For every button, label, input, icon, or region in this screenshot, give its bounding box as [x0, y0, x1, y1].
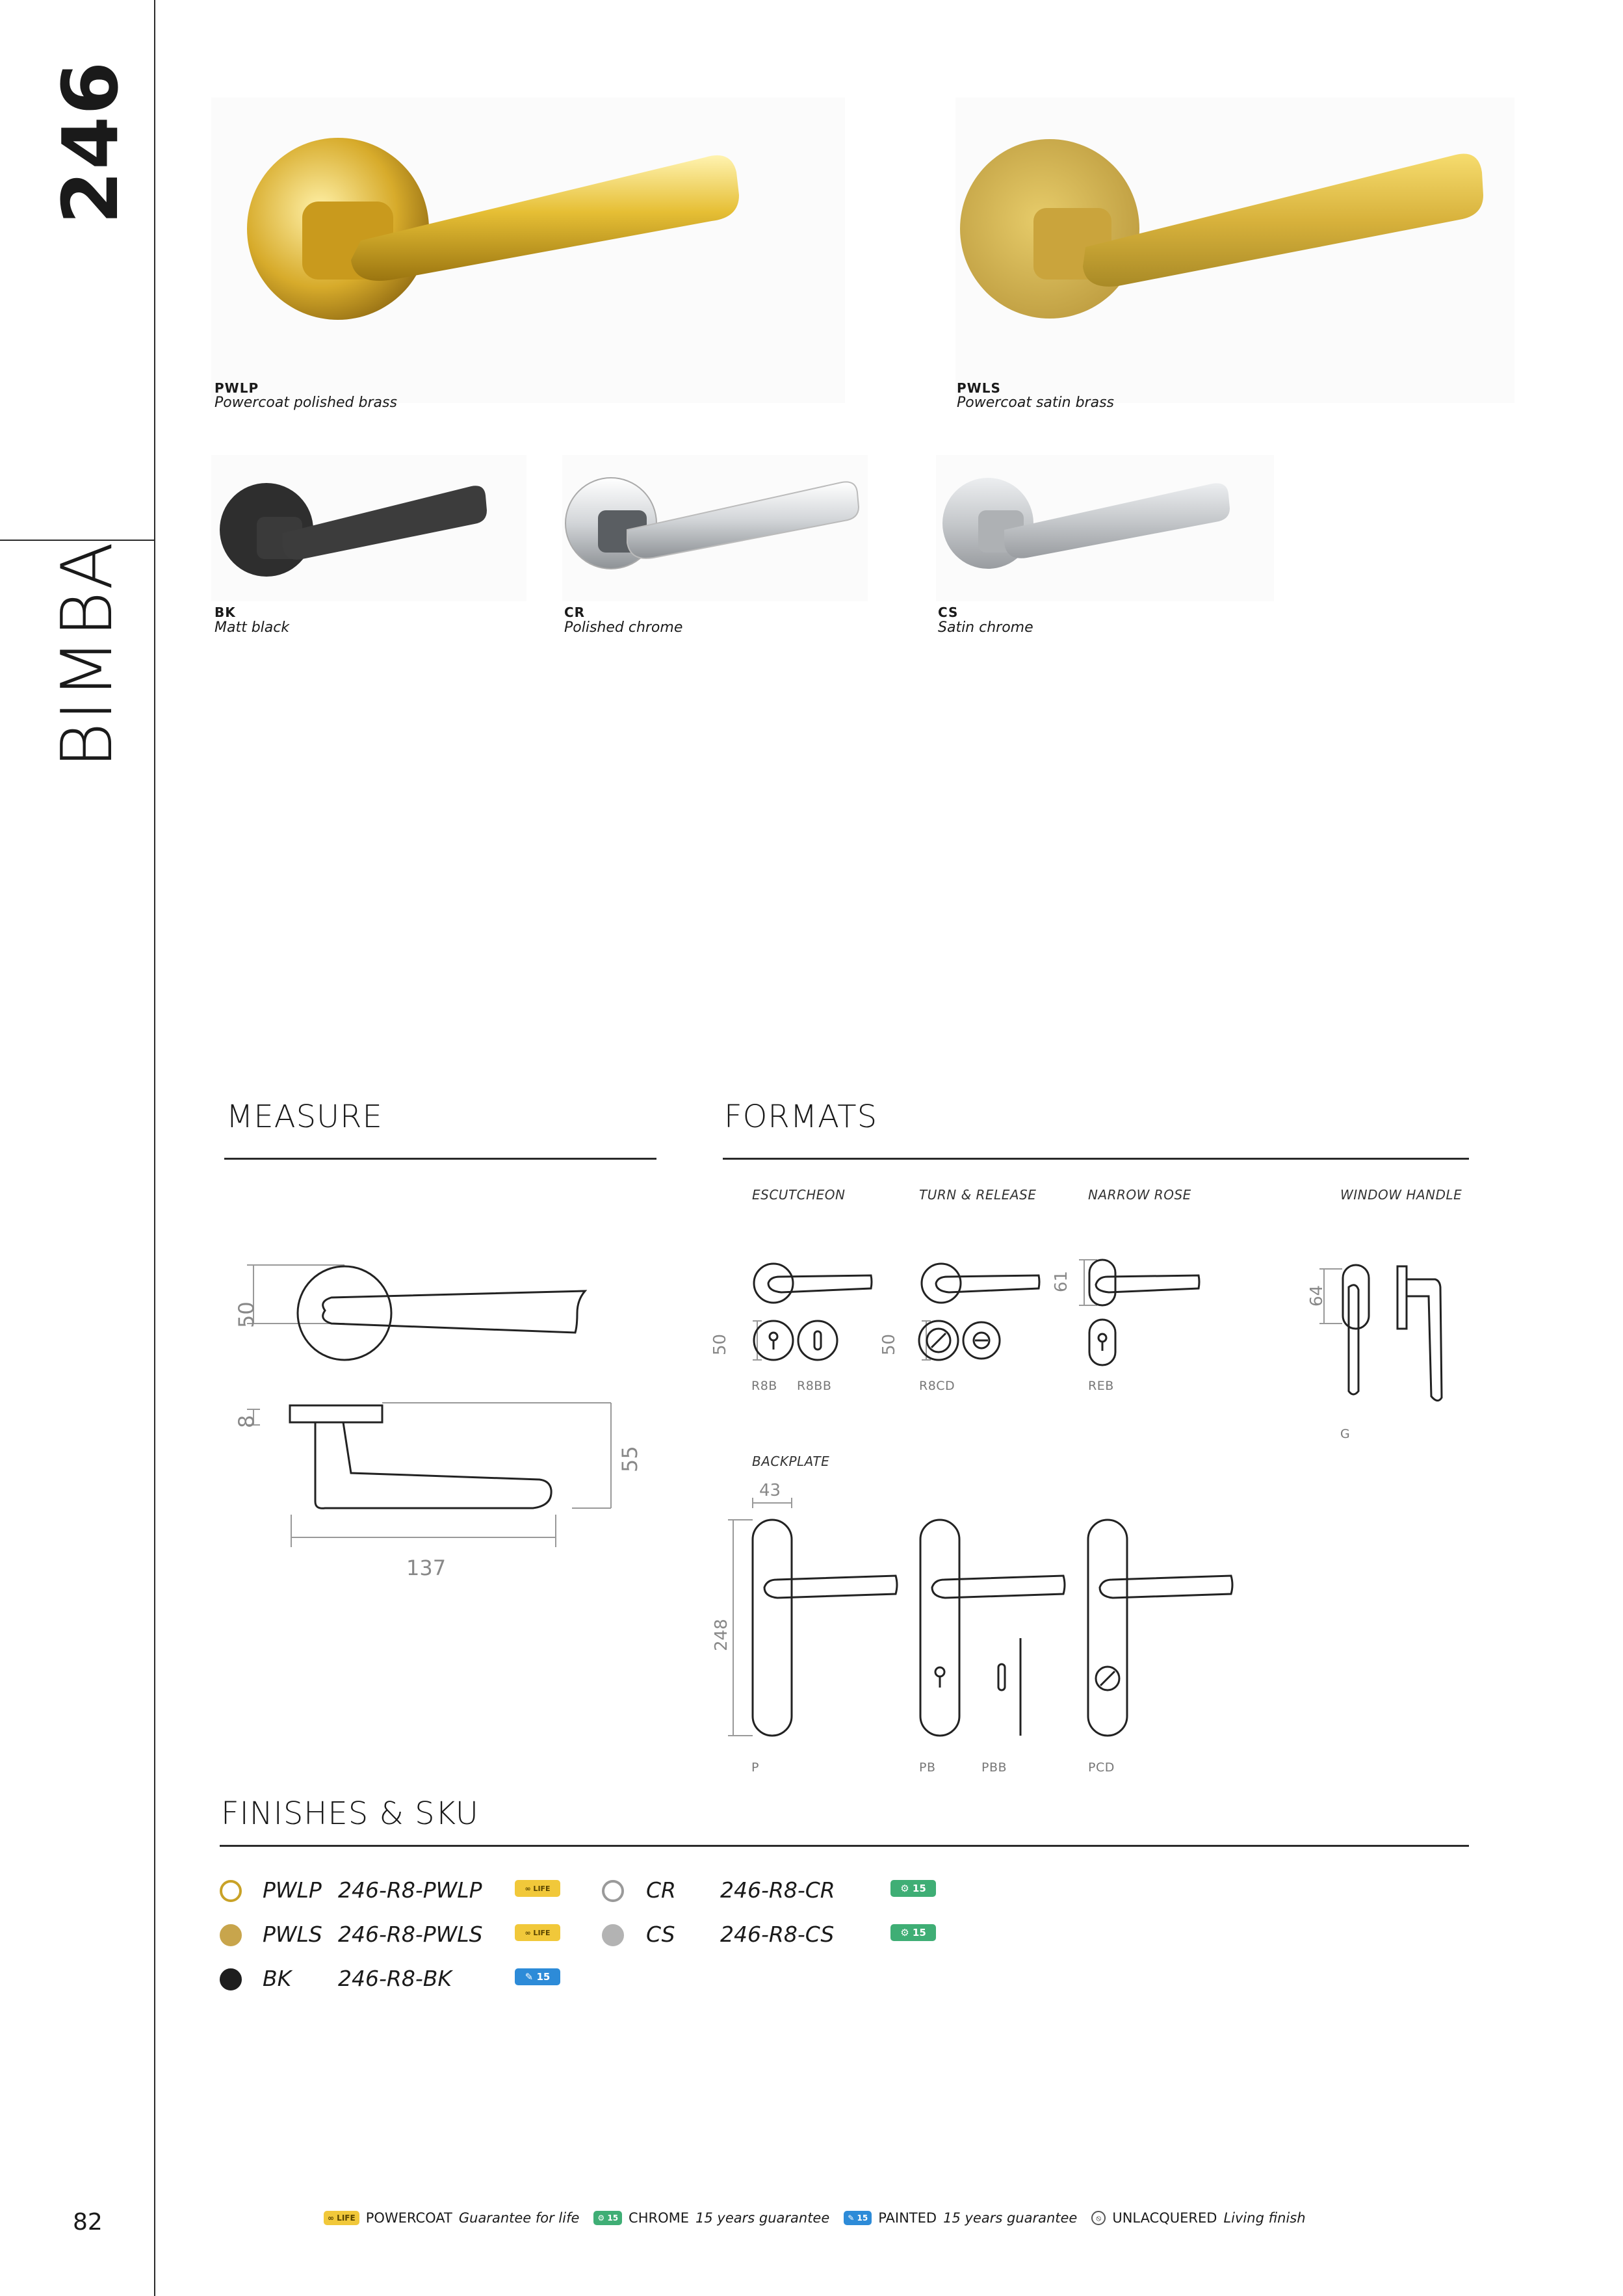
- format-code: REB: [1088, 1379, 1114, 1393]
- series-number: 246: [45, 60, 135, 224]
- finish-swatch: [220, 1924, 242, 1946]
- finish-code: CS: [646, 1922, 675, 1947]
- dimension-backplate-height: 248: [712, 1619, 731, 1651]
- finish-code: PWLS: [263, 1922, 322, 1947]
- finish-swatch: [602, 1924, 624, 1946]
- backplate-drawing: [715, 1476, 1254, 1742]
- guarantee-badge: ✎ 15: [515, 1968, 560, 1985]
- format-code: PBB: [981, 1760, 1007, 1775]
- series-name: BIMBA: [47, 540, 128, 768]
- formats-title: FORMATS: [724, 1099, 878, 1135]
- product-code: CR: [564, 605, 586, 620]
- dimension-projection: 55: [617, 1446, 642, 1472]
- legend-desc: Living finish: [1223, 2210, 1306, 2226]
- formats-rule: [723, 1158, 1469, 1160]
- product-photo-pwls: [955, 98, 1514, 403]
- finish-swatch: [220, 1880, 242, 1902]
- dimension-escutcheon: 50: [710, 1333, 730, 1355]
- legend-desc: 15 years guarantee: [943, 2210, 1078, 2226]
- chrome-badge: ⚙ 15: [593, 2211, 622, 2225]
- legend-desc: 15 years guarantee: [695, 2210, 830, 2226]
- page-number: 82: [73, 2209, 103, 2236]
- legend-name: CHROME: [629, 2210, 690, 2226]
- measure-rule: [224, 1158, 656, 1160]
- measure-drawing: [221, 1229, 663, 1593]
- dimension-backplate-width: 43: [759, 1481, 781, 1500]
- format-label-turn-release: TURN & RELEASE: [919, 1187, 1037, 1203]
- finish-code: PWLP: [263, 1877, 322, 1903]
- format-code: G: [1340, 1427, 1351, 1441]
- finish-sku: 246-R8-PWLS: [338, 1922, 483, 1947]
- dimension-rose-diameter: 50: [234, 1301, 259, 1328]
- format-label-escutcheon: ESCUTCHEON: [752, 1187, 846, 1203]
- unlacquered-icon: ⦸: [1091, 2211, 1106, 2225]
- finish-swatch: [220, 1968, 242, 1990]
- finish-swatch: [602, 1880, 624, 1902]
- product-photo-pwlp: [211, 98, 845, 403]
- legend-name: PAINTED: [878, 2210, 937, 2226]
- product-finish-name: Polished chrome: [564, 620, 683, 636]
- product-code: PWLP: [214, 380, 259, 396]
- product-finish-name: Satin chrome: [938, 620, 1033, 636]
- guarantee-badge: ⚙ 15: [890, 1924, 936, 1941]
- finish-sku: 246-R8-PWLP: [338, 1877, 482, 1903]
- format-label-narrow-rose: NARROW ROSE: [1088, 1187, 1191, 1203]
- format-code: P: [751, 1760, 759, 1775]
- format-code: R8CD: [919, 1379, 955, 1393]
- dimension-narrow-rose: 61: [1052, 1270, 1071, 1292]
- legend-desc: Guarantee for life: [458, 2210, 580, 2226]
- guarantee-badge: ∞ LIFE: [515, 1880, 560, 1897]
- legend-name: UNLACQUERED: [1112, 2210, 1217, 2226]
- dimension-rose-thickness: 8: [234, 1415, 259, 1428]
- finish-code: CR: [646, 1877, 676, 1903]
- finishes-title: FINISHES & SKU: [221, 1795, 479, 1832]
- guarantee-legend: [324, 2210, 1314, 2226]
- finish-sku: 246-R8-CR: [720, 1877, 835, 1903]
- finishes-rule: [220, 1845, 1469, 1847]
- guarantee-badge: ∞ LIFE: [515, 1924, 560, 1941]
- painted-badge: ✎ 15: [844, 2211, 872, 2225]
- format-label-backplate: BACKPLATE: [752, 1454, 830, 1469]
- product-finish-name: Powercoat polished brass: [214, 395, 397, 411]
- product-photo-bk: [211, 455, 526, 601]
- dimension-window-handle: 64: [1307, 1285, 1327, 1307]
- finish-code: BK: [263, 1966, 292, 1991]
- sidebar-divider-vertical: [154, 0, 155, 2296]
- format-label-window-handle: WINDOW HANDLE: [1340, 1187, 1462, 1203]
- product-code: CS: [938, 605, 959, 620]
- format-code: R8B: [751, 1379, 777, 1393]
- measure-title: MEASURE: [226, 1099, 383, 1135]
- product-photo-cs: [936, 455, 1274, 601]
- formats-row-drawing: [708, 1209, 1475, 1456]
- legend-name: POWERCOAT: [365, 2210, 452, 2226]
- product-code: BK: [214, 605, 236, 620]
- format-code: PCD: [1088, 1760, 1115, 1775]
- product-photo-cr: [562, 455, 868, 601]
- product-finish-name: Powercoat satin brass: [957, 395, 1114, 411]
- dimension-length: 137: [406, 1556, 447, 1580]
- dimension-turn-release: 50: [879, 1333, 899, 1355]
- product-finish-name: Matt black: [214, 620, 290, 636]
- powercoat-badge: ∞ LIFE: [324, 2211, 359, 2225]
- product-code: PWLS: [957, 380, 1001, 396]
- guarantee-badge: ⚙ 15: [890, 1880, 936, 1897]
- finish-sku: 246-R8-CS: [720, 1922, 835, 1947]
- finish-sku: 246-R8-BK: [338, 1966, 452, 1991]
- format-code: PB: [919, 1760, 936, 1775]
- format-code: R8BB: [797, 1379, 832, 1393]
